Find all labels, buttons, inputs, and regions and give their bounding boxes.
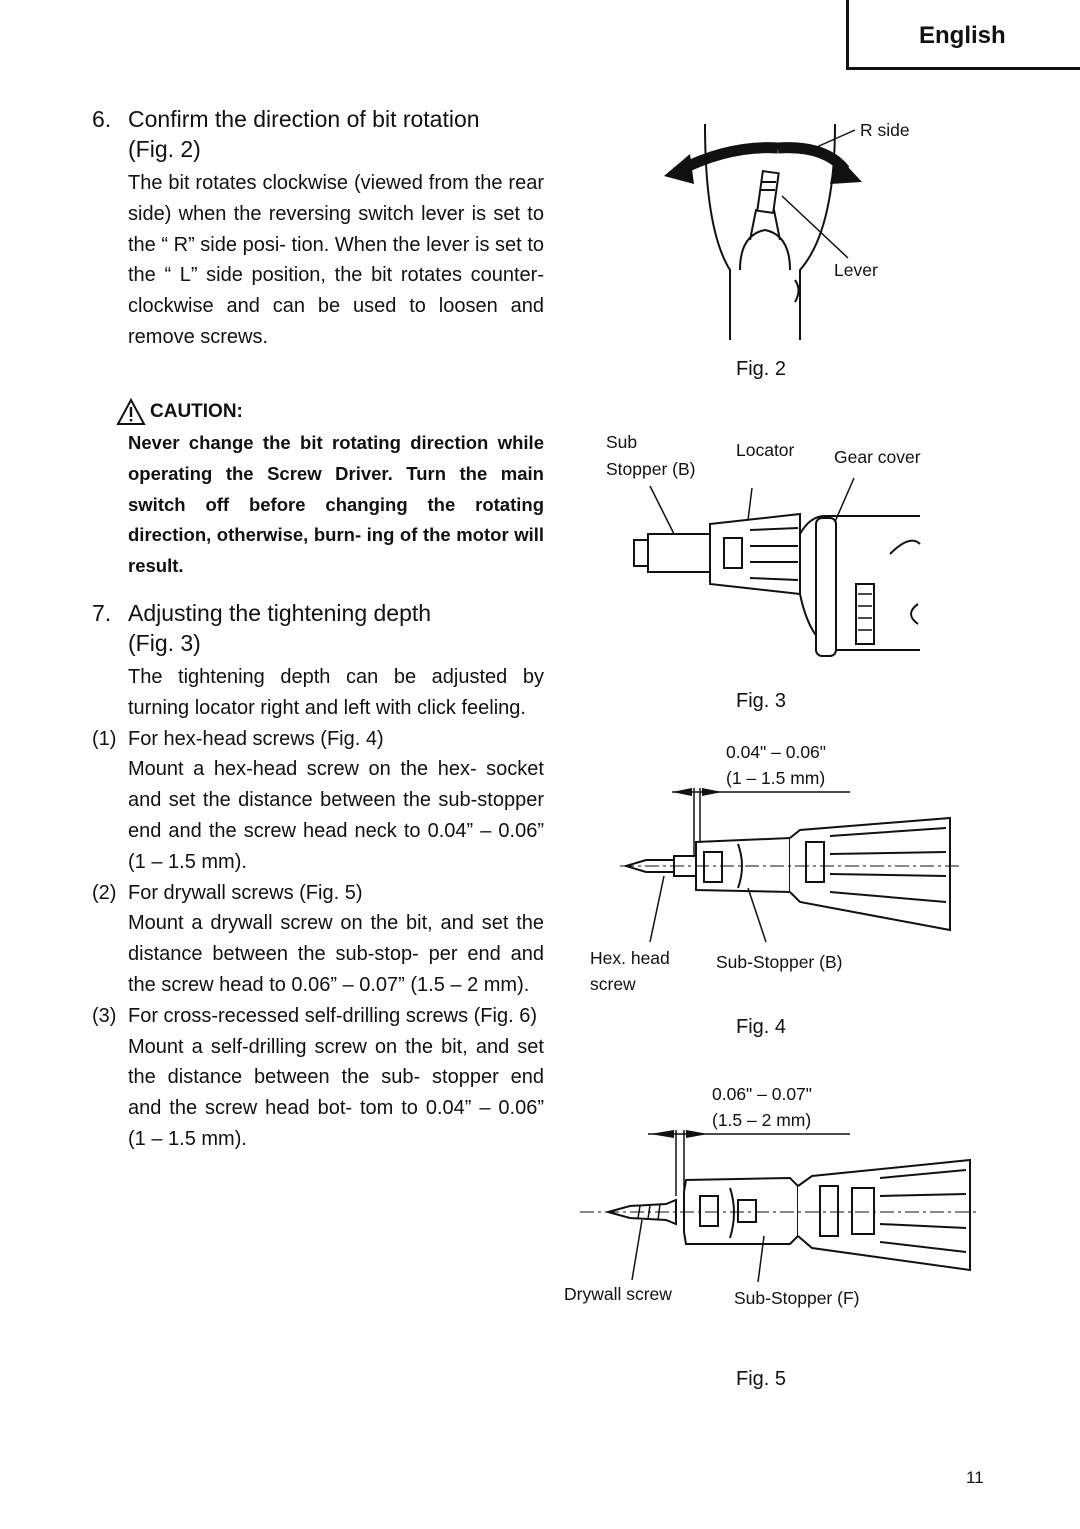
section-7-title-line1: Adjusting the tightening depth xyxy=(128,600,432,626)
fig3-sub-label: Sub xyxy=(606,432,638,452)
caution-block xyxy=(92,398,544,582)
fig3-locator-label: Locator xyxy=(736,440,795,460)
section-6-number: 6. xyxy=(92,106,112,132)
caution-heading xyxy=(92,398,544,426)
fig4-dim-line2: (1 – 1.5 mm) xyxy=(726,768,826,788)
fig2-lever-label: Lever xyxy=(834,260,878,280)
list-item-body: Mount a drywall screw on the bit, and set the distance between the sub-stop- per end and the screw head to 0.06” – 0.07” (1.5 – 2 mm). xyxy=(128,912,544,996)
fig5-caption: Fig. 5 xyxy=(736,1368,787,1390)
section-6 xyxy=(92,104,544,353)
fig2-r-side-label: R side xyxy=(860,120,910,140)
section-6-title-line2: (Fig. 2) xyxy=(128,136,201,162)
fig4-illustration xyxy=(620,780,960,950)
page-number: 11 xyxy=(966,1468,984,1487)
fig4-dim-line1: 0.04" – 0.06" xyxy=(726,742,827,762)
fig5-sub-stopper-label: Sub-Stopper (F) xyxy=(734,1288,860,1308)
fig5-illustration xyxy=(580,1120,980,1290)
fig2-illustration xyxy=(660,110,900,350)
list-item-number: (1) xyxy=(92,727,117,750)
fig3-caption: Fig. 3 xyxy=(736,690,787,712)
fig5-drywall-label: Drywall screw xyxy=(564,1284,672,1304)
fig5-dim-line1: 0.06" – 0.07" xyxy=(712,1084,813,1104)
list-item-number: (2) xyxy=(92,881,117,904)
fig5-dim-line2: (1.5 – 2 mm) xyxy=(712,1110,812,1130)
section-7-body: The tightening depth can be adjusted by turning locator right and left with click feeling. xyxy=(128,666,544,719)
list-item xyxy=(92,878,544,1001)
section-7-title-line2: (Fig. 3) xyxy=(128,630,201,656)
list-item xyxy=(92,724,544,878)
fig3-gear-cover-label: Gear cover xyxy=(834,447,921,467)
language-label: English xyxy=(919,22,1006,49)
fig2-caption: Fig. 2 xyxy=(736,358,787,380)
section-6-title-line1: Confirm the direction of bit rotation xyxy=(128,106,480,132)
list-item-number: (3) xyxy=(92,1004,117,1027)
warning-icon xyxy=(116,398,146,426)
list-item-title: For hex-head screws (Fig. 4) xyxy=(128,727,384,750)
section-7 xyxy=(92,598,544,1155)
fig4-hex-label-line1: Hex. head xyxy=(590,948,670,968)
fig3-illustration xyxy=(620,474,920,664)
list-item-title: For cross-recessed self-drilling screws (Fig. 6) xyxy=(128,1004,537,1027)
list-item-body: Mount a hex-head screw on the hex- socket and set the distance between the sub-stopper end and the screw head neck to 0.04” – 0.06” (1 – 1.5 mm). xyxy=(128,758,544,873)
list-item-title: For drywall screws (Fig. 5) xyxy=(128,881,363,904)
language-tab xyxy=(846,0,1080,70)
section-7-heading xyxy=(92,598,544,658)
fig4-hex-label-line2: screw xyxy=(590,974,636,994)
section-7-number: 7. xyxy=(92,600,112,626)
section-6-body: The bit rotates clockwise (viewed from the rear side) when the reversing switch lever is set to the “ R” side posi- tion. When the lever is set to the “ L” side position, the bit rotates counter- clockwise and can be used to loosen and remove screws. xyxy=(128,172,544,348)
fig3-stopper-label: Stopper (B) xyxy=(606,459,696,479)
caution-label: CAUTION: xyxy=(150,401,243,422)
section-6-heading xyxy=(92,104,544,164)
list-item-body: Mount a self-drilling screw on the bit, and set the distance between the sub- stopper end and the screw head bot- tom to 0.04” – 0.06” (1 – 1.5 mm). xyxy=(128,1035,544,1150)
fig4-caption: Fig. 4 xyxy=(736,1016,787,1038)
list-item xyxy=(92,1001,544,1155)
caution-body: Never change the bit rotating direction while operating the Screw Driver. Turn the main switch off before changing the rotating direction, otherwise, burn- ing of the motor will result. xyxy=(128,432,544,577)
fig4-sub-stopper-label: Sub-Stopper (B) xyxy=(716,952,843,972)
